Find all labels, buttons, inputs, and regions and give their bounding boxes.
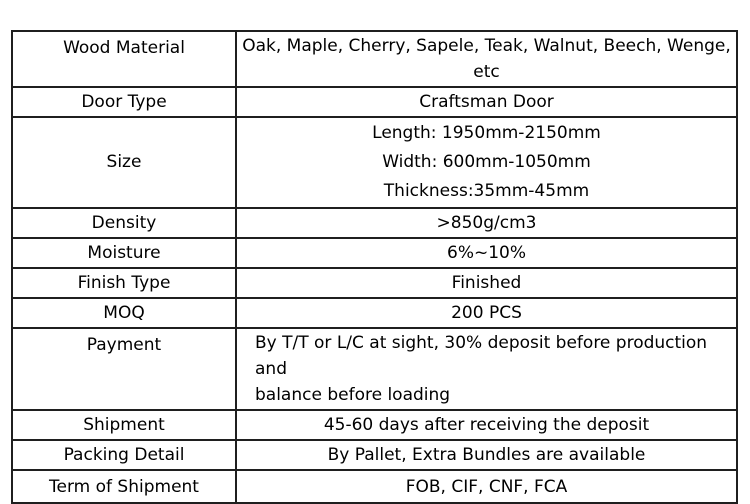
spec-value-line: 6%~10% — [447, 243, 526, 263]
spec-value-line: 45-60 days after receiving the deposit — [323, 415, 650, 435]
table-row-finish-type — [12, 268, 737, 298]
spec-value-wood-material — [236, 31, 737, 87]
spec-label-door-type — [12, 87, 236, 117]
spec-label-wood-material — [12, 31, 236, 87]
spec-label-size — [12, 117, 236, 208]
spec-label-text: MOQ — [103, 303, 145, 323]
spec-value-density — [236, 208, 737, 238]
spec-value-moisture — [236, 238, 737, 268]
spec-value-line: Length: 1950mm-2150mm — [372, 123, 601, 143]
spec-value-door-type — [236, 87, 737, 117]
spec-value-line: balance before loading — [255, 385, 451, 405]
table-row-term-of-shipment — [12, 470, 737, 503]
spec-label-text: Door Type — [81, 92, 167, 112]
spec-value-line: Finished — [451, 273, 522, 293]
spec-label-text: Density — [91, 213, 157, 233]
spec-value-line: By Pallet, Extra Bundles are available — [327, 445, 646, 465]
spec-label-payment — [12, 328, 236, 410]
spec-value-line: By T/T or L/C at sight, 30% deposit before production and — [255, 333, 708, 379]
spec-label-text: Shipment — [83, 415, 165, 435]
spec-value-packing-detail — [236, 440, 737, 470]
table-row-wood-material — [12, 31, 737, 87]
spec-label-text: Moisture — [87, 243, 161, 263]
spec-label-moisture — [12, 238, 236, 268]
spec-value-size — [236, 117, 737, 208]
table-row-payment — [12, 328, 737, 410]
spec-value-line: etc — [473, 62, 500, 82]
table-row-density — [12, 208, 737, 238]
product-spec-table — [11, 30, 738, 504]
table-row-door-type — [12, 87, 737, 117]
table-row-size — [12, 117, 737, 208]
table-row-shipment — [12, 410, 737, 440]
spec-value-term-of-shipment — [236, 470, 737, 503]
spec-value-line: Oak, Maple, Cherry, Sapele, Teak, Walnut, Beech, Wenge, — [242, 36, 731, 56]
spec-label-density — [12, 208, 236, 238]
spec-value-moq — [236, 298, 737, 328]
spec-value-line: >850g/cm3 — [436, 213, 537, 233]
table-row-moq — [12, 298, 737, 328]
spec-label-shipment — [12, 410, 236, 440]
spec-label-text: Packing Detail — [63, 445, 185, 465]
spec-label-moq — [12, 298, 236, 328]
spec-value-finish-type — [236, 268, 737, 298]
table-row-moisture — [12, 238, 737, 268]
spec-label-text: Payment — [86, 335, 162, 355]
spec-value-line: 200 PCS — [451, 303, 522, 323]
spec-label-finish-type — [12, 268, 236, 298]
spec-label-text: Finish Type — [77, 273, 171, 293]
spec-value-line: Craftsman Door — [419, 92, 554, 112]
spec-label-text: Wood Material — [63, 38, 185, 58]
spec-value-line: Thickness:35mm-45mm — [383, 181, 590, 201]
spec-value-shipment — [236, 410, 737, 440]
spec-value-line: FOB, CIF, CNF, FCA — [405, 476, 568, 497]
table-row-packing-detail — [12, 440, 737, 470]
spec-label-text: Size — [106, 152, 142, 172]
spec-label-packing-detail — [12, 440, 236, 470]
spec-value-line: Width: 600mm-1050mm — [382, 152, 591, 172]
spec-label-term-of-shipment — [12, 470, 236, 503]
spec-value-payment — [236, 328, 737, 410]
spec-label-text: Term of Shipment — [49, 476, 199, 497]
